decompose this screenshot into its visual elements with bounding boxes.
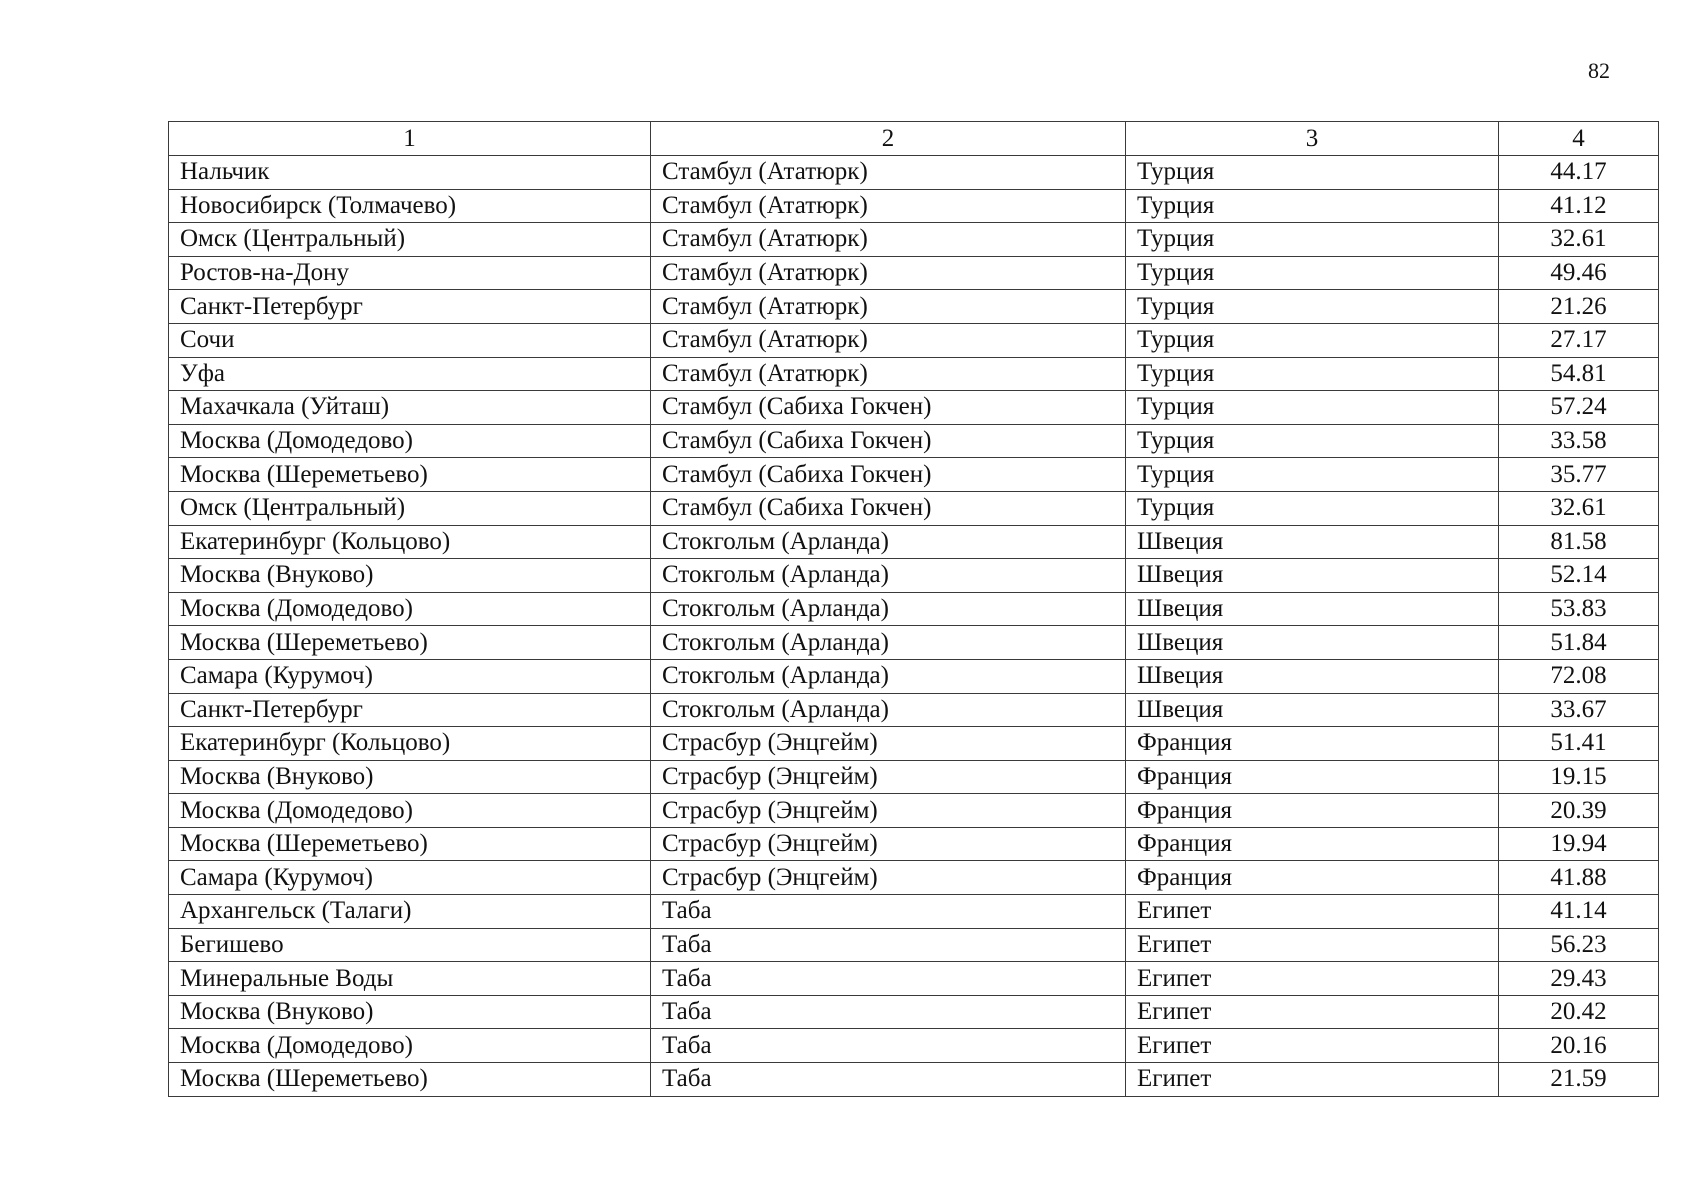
- arrival-airport-cell: Стокгольм (Арланда): [651, 559, 1126, 593]
- arrival-airport-cell: Таба: [651, 1029, 1126, 1063]
- table-row: [169, 1029, 1659, 1063]
- table-row: [169, 626, 1659, 660]
- country-cell: Турция: [1126, 458, 1499, 492]
- table-row: [169, 592, 1659, 626]
- header-cell-2: 2: [651, 122, 1126, 156]
- value-cell: 27.17: [1499, 323, 1659, 357]
- arrival-airport-cell: Стамбул (Ататюрк): [651, 223, 1126, 257]
- country-cell: Франция: [1126, 760, 1499, 794]
- departure-airport-cell: Омск (Центральный): [169, 491, 651, 525]
- arrival-airport-cell: Стамбул (Ататюрк): [651, 290, 1126, 324]
- country-cell: Швеция: [1126, 525, 1499, 559]
- table-row: [169, 962, 1659, 996]
- departure-airport-cell: Москва (Домодедово): [169, 794, 651, 828]
- value-cell: 41.14: [1499, 895, 1659, 929]
- departure-airport-cell: Москва (Внуково): [169, 995, 651, 1029]
- departure-airport-cell: Бегишево: [169, 928, 651, 962]
- table-row: [169, 861, 1659, 895]
- country-cell: Турция: [1126, 424, 1499, 458]
- table-row: [169, 424, 1659, 458]
- value-cell: 56.23: [1499, 928, 1659, 962]
- table-row: [169, 156, 1659, 190]
- route-table: [168, 121, 1659, 1097]
- table-row: [169, 323, 1659, 357]
- table-row: [169, 491, 1659, 525]
- departure-airport-cell: Махачкала (Уйташ): [169, 391, 651, 425]
- table-row: [169, 391, 1659, 425]
- arrival-airport-cell: Стамбул (Ататюрк): [651, 256, 1126, 290]
- country-cell: Египет: [1126, 962, 1499, 996]
- arrival-airport-cell: Страсбур (Энцгейм): [651, 727, 1126, 761]
- departure-airport-cell: Москва (Внуково): [169, 760, 651, 794]
- value-cell: 54.81: [1499, 357, 1659, 391]
- country-cell: Швеция: [1126, 693, 1499, 727]
- value-cell: 57.24: [1499, 391, 1659, 425]
- value-cell: 81.58: [1499, 525, 1659, 559]
- arrival-airport-cell: Стокгольм (Арланда): [651, 592, 1126, 626]
- value-cell: 21.59: [1499, 1063, 1659, 1097]
- country-cell: Турция: [1126, 357, 1499, 391]
- value-cell: 51.41: [1499, 727, 1659, 761]
- departure-airport-cell: Екатеринбург (Кольцово): [169, 525, 651, 559]
- table-row: [169, 525, 1659, 559]
- value-cell: 41.12: [1499, 189, 1659, 223]
- country-cell: Египет: [1126, 895, 1499, 929]
- value-cell: 72.08: [1499, 659, 1659, 693]
- arrival-airport-cell: Страсбур (Энцгейм): [651, 760, 1126, 794]
- country-cell: Франция: [1126, 827, 1499, 861]
- table-header: [169, 122, 1659, 156]
- departure-airport-cell: Минеральные Воды: [169, 962, 651, 996]
- arrival-airport-cell: Стокгольм (Арланда): [651, 659, 1126, 693]
- value-cell: 33.67: [1499, 693, 1659, 727]
- header-row: [169, 122, 1659, 156]
- departure-airport-cell: Омск (Центральный): [169, 223, 651, 257]
- country-cell: Турция: [1126, 491, 1499, 525]
- country-cell: Турция: [1126, 189, 1499, 223]
- country-cell: Турция: [1126, 223, 1499, 257]
- arrival-airport-cell: Таба: [651, 1063, 1126, 1097]
- departure-airport-cell: Архангельск (Талаги): [169, 895, 651, 929]
- country-cell: Египет: [1126, 1063, 1499, 1097]
- arrival-airport-cell: Стамбул (Сабиха Гокчен): [651, 491, 1126, 525]
- arrival-airport-cell: Таба: [651, 962, 1126, 996]
- country-cell: Египет: [1126, 995, 1499, 1029]
- departure-airport-cell: Москва (Шереметьево): [169, 458, 651, 492]
- table-row: [169, 693, 1659, 727]
- table-row: [169, 189, 1659, 223]
- departure-airport-cell: Ростов-на-Дону: [169, 256, 651, 290]
- arrival-airport-cell: Страсбур (Энцгейм): [651, 794, 1126, 828]
- value-cell: 20.39: [1499, 794, 1659, 828]
- country-cell: Египет: [1126, 1029, 1499, 1063]
- value-cell: 33.58: [1499, 424, 1659, 458]
- arrival-airport-cell: Страсбур (Энцгейм): [651, 861, 1126, 895]
- country-cell: Швеция: [1126, 659, 1499, 693]
- arrival-airport-cell: Стамбул (Ататюрк): [651, 323, 1126, 357]
- departure-airport-cell: Москва (Домодедово): [169, 1029, 651, 1063]
- country-cell: Франция: [1126, 727, 1499, 761]
- table-row: [169, 290, 1659, 324]
- table-row: [169, 223, 1659, 257]
- arrival-airport-cell: Страсбур (Энцгейм): [651, 827, 1126, 861]
- country-cell: Египет: [1126, 928, 1499, 962]
- table-row: [169, 1063, 1659, 1097]
- table-body: [169, 156, 1659, 1097]
- departure-airport-cell: Москва (Шереметьево): [169, 626, 651, 660]
- departure-airport-cell: Уфа: [169, 357, 651, 391]
- departure-airport-cell: Самара (Курумоч): [169, 861, 651, 895]
- value-cell: 35.77: [1499, 458, 1659, 492]
- value-cell: 32.61: [1499, 491, 1659, 525]
- table-row: [169, 458, 1659, 492]
- value-cell: 51.84: [1499, 626, 1659, 660]
- country-cell: Турция: [1126, 156, 1499, 190]
- country-cell: Швеция: [1126, 592, 1499, 626]
- arrival-airport-cell: Стамбул (Ататюрк): [651, 357, 1126, 391]
- arrival-airport-cell: Стамбул (Сабиха Гокчен): [651, 424, 1126, 458]
- value-cell: 53.83: [1499, 592, 1659, 626]
- header-cell-3: 3: [1126, 122, 1499, 156]
- value-cell: 19.94: [1499, 827, 1659, 861]
- arrival-airport-cell: Стамбул (Ататюрк): [651, 156, 1126, 190]
- departure-airport-cell: Москва (Домодедово): [169, 424, 651, 458]
- departure-airport-cell: Екатеринбург (Кольцово): [169, 727, 651, 761]
- arrival-airport-cell: Таба: [651, 995, 1126, 1029]
- table-row: [169, 659, 1659, 693]
- value-cell: 29.43: [1499, 962, 1659, 996]
- table-row: [169, 827, 1659, 861]
- value-cell: 32.61: [1499, 223, 1659, 257]
- departure-airport-cell: Самара (Курумоч): [169, 659, 651, 693]
- table-row: [169, 928, 1659, 962]
- arrival-airport-cell: Стамбул (Сабиха Гокчен): [651, 391, 1126, 425]
- arrival-airport-cell: Стокгольм (Арланда): [651, 693, 1126, 727]
- value-cell: 21.26: [1499, 290, 1659, 324]
- value-cell: 49.46: [1499, 256, 1659, 290]
- table-row: [169, 727, 1659, 761]
- departure-airport-cell: Москва (Домодедово): [169, 592, 651, 626]
- country-cell: Турция: [1126, 290, 1499, 324]
- value-cell: 19.15: [1499, 760, 1659, 794]
- value-cell: 44.17: [1499, 156, 1659, 190]
- country-cell: Франция: [1126, 794, 1499, 828]
- table-row: [169, 794, 1659, 828]
- departure-airport-cell: Сочи: [169, 323, 651, 357]
- table-row: [169, 256, 1659, 290]
- table-row: [169, 895, 1659, 929]
- departure-airport-cell: Санкт-Петербург: [169, 693, 651, 727]
- page-number: 82: [1588, 58, 1610, 83]
- table-row: [169, 357, 1659, 391]
- departure-airport-cell: Москва (Шереметьево): [169, 1063, 651, 1097]
- header-cell-1: 1: [169, 122, 651, 156]
- table-row: [169, 559, 1659, 593]
- departure-airport-cell: Санкт-Петербург: [169, 290, 651, 324]
- departure-airport-cell: Москва (Внуково): [169, 559, 651, 593]
- header-cell-4: 4: [1499, 122, 1659, 156]
- arrival-airport-cell: Стамбул (Сабиха Гокчен): [651, 458, 1126, 492]
- country-cell: Турция: [1126, 323, 1499, 357]
- value-cell: 52.14: [1499, 559, 1659, 593]
- arrival-airport-cell: Таба: [651, 928, 1126, 962]
- country-cell: Франция: [1126, 861, 1499, 895]
- country-cell: Турция: [1126, 256, 1499, 290]
- country-cell: Турция: [1126, 391, 1499, 425]
- value-cell: 41.88: [1499, 861, 1659, 895]
- arrival-airport-cell: Таба: [651, 895, 1126, 929]
- country-cell: Швеция: [1126, 559, 1499, 593]
- arrival-airport-cell: Стокгольм (Арланда): [651, 626, 1126, 660]
- arrival-airport-cell: Стамбул (Ататюрк): [651, 189, 1126, 223]
- table-row: [169, 995, 1659, 1029]
- value-cell: 20.16: [1499, 1029, 1659, 1063]
- country-cell: Швеция: [1126, 626, 1499, 660]
- departure-airport-cell: Москва (Шереметьево): [169, 827, 651, 861]
- departure-airport-cell: Нальчик: [169, 156, 651, 190]
- arrival-airport-cell: Стокгольм (Арланда): [651, 525, 1126, 559]
- value-cell: 20.42: [1499, 995, 1659, 1029]
- table-row: [169, 760, 1659, 794]
- departure-airport-cell: Новосибирск (Толмачево): [169, 189, 651, 223]
